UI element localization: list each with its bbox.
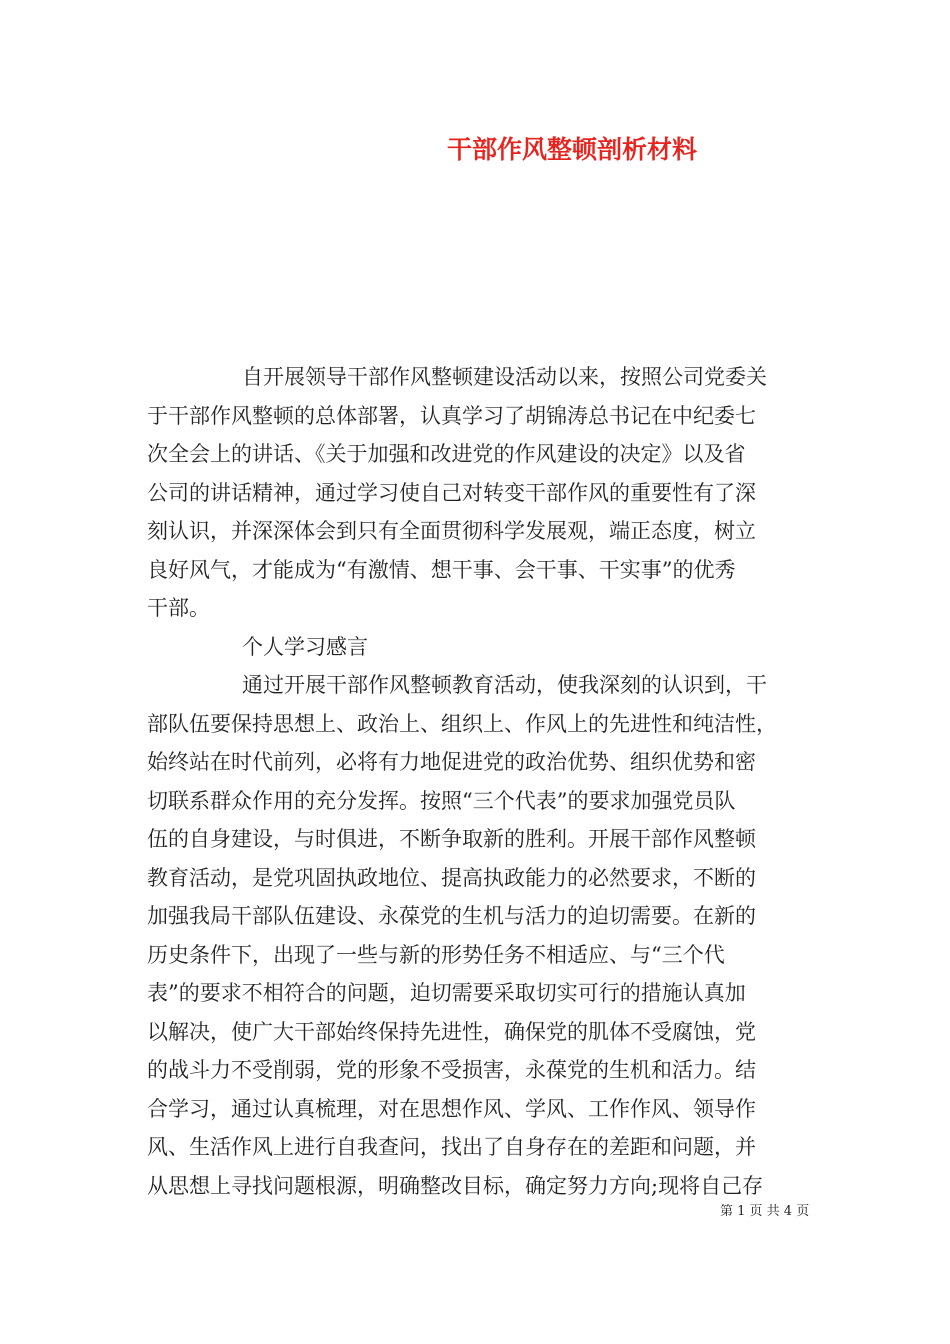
paragraph-line: 加强我局干部队伍建设、永葆党的生机与活力的迫切需要。在新的 (147, 904, 756, 928)
paragraph-line: 风、生活作风上进行自我查问，找出了自身存在的差距和问题，并 (147, 1135, 756, 1159)
paragraph-line: 教育活动，是党巩固执政地位、提高执政能力的必然要求，不断的 (147, 865, 756, 890)
paragraph-line: 刻认识，并深深体会到只有全面贯彻科学发展观，端正态度，树立 (147, 519, 756, 543)
paragraph-line: 表”的要求不相符合的问题，迫切需要采取切实可行的措施认真加 (147, 981, 746, 1005)
paragraph-line: 公司的讲话精神，通过学习使自己对转变干部作风的重要性有了深 (147, 480, 756, 505)
document-body (147, 358, 807, 1205)
paragraph-line: 次全会上的讲话、《关于加强和改进党的作风建设的决定》以及省 (147, 442, 746, 466)
paragraph-line: 于干部作风整顿的总体部署，认真学习了胡锦涛总书记在中纪委七 (147, 403, 756, 428)
page-number-footer: 第 1 页 共 4 页 (720, 1204, 810, 1219)
paragraph-line: 从思想上寻找问题根源，明确整改目标，确定努力方向;现将自己存 (147, 1173, 764, 1198)
paragraph-line: 干部。 (147, 596, 210, 620)
paragraph-line: 的战斗力不受削弱，党的形象不受损害，永葆党的生机和活力。结 (147, 1058, 756, 1082)
paragraph-line: 良好风气，才能成为“有激情、想干事、会干事、干实事”的优秀 (147, 557, 736, 582)
paragraph-line: 切联系群众作用的充分发挥。按照“三个代表”的要求加强党员队 (147, 788, 736, 813)
document-title: 干部作风整顿剖析材料 (447, 135, 698, 164)
paragraph-line: 历史条件下，出现了一些与新的形势任务不相适应、与“三个代 (147, 942, 725, 967)
paragraph-line: 以解决，使广大干部始终保持先进性，确保党的肌体不受腐蚀，党 (147, 1019, 756, 1044)
section-heading: 个人学习感言 (242, 634, 368, 659)
paragraph-line: 伍的自身建设，与时俱进，不断争取新的胜利。开展干部作风整顿 (147, 827, 756, 851)
paragraph-line: 合学习，通过认真梳理，对在思想作风、学风、工作作风、领导作 (147, 1096, 756, 1121)
paragraph-line: 始终站在时代前列，必将有力地促进党的政治优势、组织优势和密 (147, 750, 756, 774)
paragraph-line: 自开展领导干部作风整顿建设活动以来，按照公司党委关 (242, 365, 767, 389)
paragraph-line: 部队伍要保持思想上、政治上、组织上、作风上的先进性和纯洁性， (147, 711, 777, 736)
paragraph-line: 通过开展干部作风整顿教育活动，使我深刻的认识到，干 (242, 673, 767, 697)
